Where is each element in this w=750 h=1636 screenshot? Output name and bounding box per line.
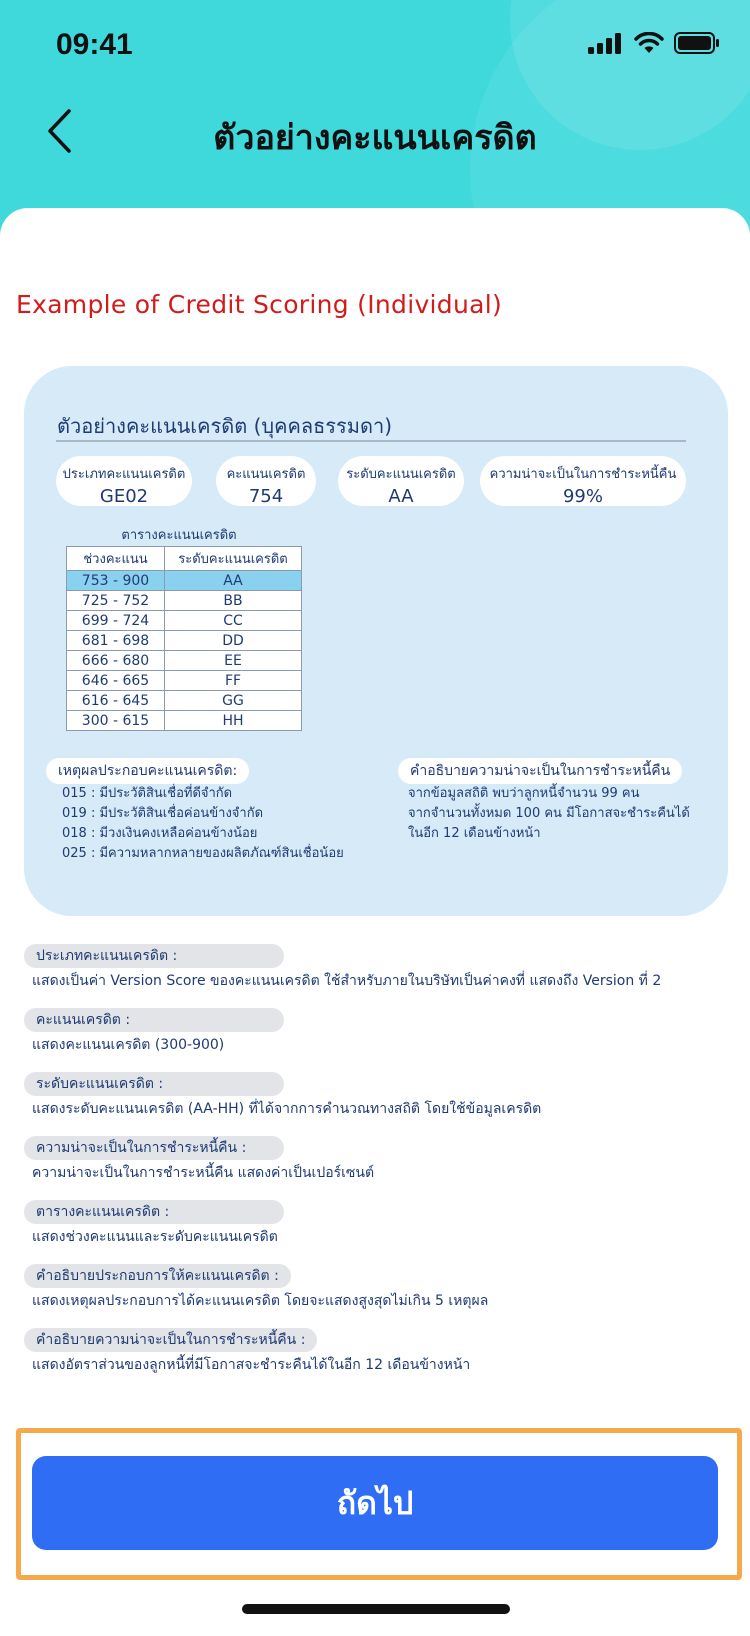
definition-term: ตารางคะแนนเครดิต : — [24, 1200, 284, 1224]
battery-icon — [674, 32, 720, 54]
table-row — [67, 671, 302, 691]
table-row — [67, 651, 302, 671]
status-bar — [0, 24, 750, 68]
pill-label: ประเภทคะแนนเครดิต — [62, 467, 186, 482]
pill-value: AA — [388, 486, 414, 507]
definition-term: ระดับคะแนนเครดิต : — [24, 1072, 284, 1096]
definition-item — [24, 1008, 734, 1056]
score-pill — [216, 456, 316, 506]
probability-heading: คำอธิบายความน่าจะเป็นในการชำระหนี้คืน — [398, 758, 682, 784]
definition-term: ประเภทคะแนนเครดิต : — [24, 944, 284, 968]
score-range-cell: 300 - 615 — [67, 711, 165, 731]
table-caption: ตารางคะแนนเครดิต — [121, 528, 237, 543]
reason-item: 015 : มีประวัติสินเชื่อที่ดีจำกัด — [62, 786, 233, 801]
definition-term: ความน่าจะเป็นในการชำระหนี้คืน : — [24, 1136, 284, 1160]
table-row — [67, 631, 302, 651]
pill-label: ความน่าจะเป็นในการชำระหนี้คืน — [489, 467, 677, 482]
probability-line: ในอีก 12 เดือนข้างหน้า — [408, 826, 541, 841]
score-range-cell: 646 - 665 — [67, 671, 165, 691]
page-title: ตัวอย่างคะแนนเครดิต — [213, 118, 537, 158]
app-header — [0, 0, 750, 240]
pill-value: 754 — [248, 486, 284, 507]
definition-desc: แสดงเป็นค่า Version Score ของคะแนนเครดิต ใช้สำหรับภายในบริษัทเป็นค่าคงที่ แสดงถึง Version ที่ 2 — [32, 973, 662, 989]
definition-desc: แสดงช่วงคะแนนและระดับคะแนนเครดิต — [32, 1229, 278, 1245]
pill-label: คะแนนเครดิต — [226, 467, 306, 482]
definition-term: คำอธิบายความน่าจะเป็นในการชำระหนี้คืน : — [24, 1328, 317, 1352]
grade-cell: CC — [165, 611, 302, 631]
reasons-list — [62, 784, 344, 864]
definition-term: คำอธิบายประกอบการให้คะแนนเครดิต : — [24, 1264, 291, 1288]
definition-desc: แสดงอัตราส่วนของลูกหนี้ที่มีโอกาสจะชำระคืนได้ในอีก 12 เดือนข้างหน้า — [32, 1357, 471, 1373]
reason-item: 019 : มีประวัติสินเชื่อค่อนข้างจำกัด — [62, 806, 264, 821]
definition-item — [24, 944, 734, 992]
table-row — [67, 711, 302, 731]
definition-desc: แสดงเหตุผลประกอบการได้คะแนนเครดิต โดยจะแสดงสูงสุดไม่เกิน 5 เหตุผล — [32, 1293, 489, 1309]
reason-item: 025 : มีความหลากหลายของผลิตภัณฑ์สินเชื่อน้อย — [62, 846, 344, 861]
pill-label: ระดับคะแนนเครดิต — [346, 467, 456, 482]
column-header: ช่วงคะแนน — [67, 547, 165, 571]
table-header-row — [67, 547, 302, 571]
table-row — [67, 611, 302, 631]
status-icons — [588, 32, 720, 54]
signal-icon — [588, 32, 624, 54]
score-table — [66, 546, 302, 731]
definition-desc: แสดงคะแนนเครดิต (300-900) — [32, 1037, 225, 1053]
score-range-cell: 666 - 680 — [67, 651, 165, 671]
definitions-list — [24, 944, 734, 1392]
definition-item — [24, 1200, 734, 1248]
repayment-probability-pill — [480, 456, 686, 506]
home-indicator — [242, 1604, 510, 1614]
grade-cell: EE — [165, 651, 302, 671]
pill-value: 99% — [562, 486, 603, 507]
reason-item: 018 : มีวงเงินคงเหลือค่อนข้างน้อย — [62, 826, 258, 841]
reasons-heading: เหตุผลประกอบคะแนนเครดิต: — [46, 758, 249, 784]
table-row — [67, 571, 302, 591]
divider — [56, 440, 686, 442]
definition-item — [24, 1136, 734, 1184]
wifi-icon — [634, 32, 664, 54]
table-row — [67, 591, 302, 611]
score-range-cell: 725 - 752 — [67, 591, 165, 611]
grade-cell: BB — [165, 591, 302, 611]
score-grade-pill — [338, 456, 464, 506]
pill-value: GE02 — [99, 486, 149, 507]
definition-item — [24, 1328, 734, 1376]
definition-desc: แสดงระดับคะแนนเครดิต (AA-HH) ที่ได้จากการคำนวณทางสถิติ โดยใช้ข้อมูลเครดิต — [32, 1101, 542, 1117]
grade-cell: DD — [165, 631, 302, 651]
section-title: Example of Credit Scoring (Individual) — [16, 290, 503, 319]
card-title: ตัวอย่างคะแนนเครดิต (บุคคลธรรมดา) — [57, 414, 392, 438]
grade-cell: GG — [165, 691, 302, 711]
score-type-pill — [56, 456, 192, 506]
definition-item — [24, 1072, 734, 1120]
score-range-cell: 699 - 724 — [67, 611, 165, 631]
grade-cell: HH — [165, 711, 302, 731]
score-range-cell: 681 - 698 — [67, 631, 165, 651]
column-header: ระดับคะแนนเครดิต — [165, 547, 302, 571]
probability-explanation — [408, 784, 708, 844]
definition-term: คะแนนเครดิต : — [24, 1008, 284, 1032]
score-range-cell: 616 - 645 — [67, 691, 165, 711]
table-row — [67, 691, 302, 711]
grade-cell: AA — [165, 571, 302, 591]
credit-score-example-card — [24, 366, 728, 916]
next-button[interactable]: ถัดไป — [32, 1456, 718, 1550]
definition-desc: ความน่าจะเป็นในการชำระหนี้คืน แสดงค่าเป็นเปอร์เซนต์ — [32, 1165, 375, 1181]
grade-cell: FF — [165, 671, 302, 691]
score-range-cell: 753 - 900 — [67, 571, 165, 591]
status-time: 09:41 — [56, 28, 133, 61]
probability-line: จากจำนวนทั้งหมด 100 คน มีโอกาสจะชำระคืนได้ — [408, 806, 690, 821]
definition-item — [24, 1264, 734, 1312]
probability-line: จากข้อมูลสถิติ พบว่าลูกหนี้จำนวน 99 คน — [408, 786, 640, 801]
